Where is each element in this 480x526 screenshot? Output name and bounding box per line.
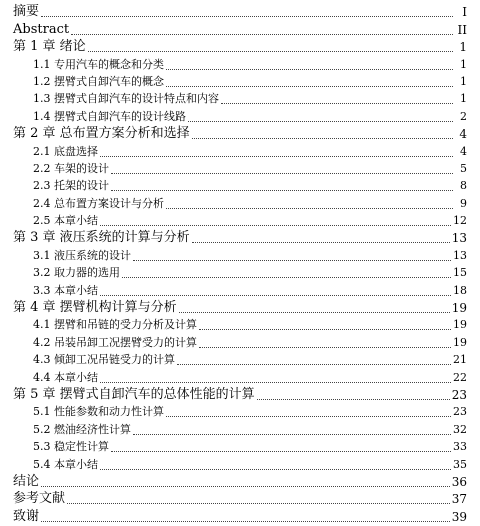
toc-section-entry[interactable] [13, 161, 467, 178]
dot-leader [166, 416, 451, 417]
toc-entry-title: 2.4 总布置方案设计与分析 [33, 196, 164, 210]
dot-leader [41, 521, 450, 522]
toc-entry-page-number: 15 [453, 266, 467, 280]
toc-entry-page-number: 1 [460, 92, 467, 106]
toc-chapter-entry[interactable] [13, 387, 467, 404]
dot-leader [41, 16, 453, 17]
toc-entry-page-number: 33 [453, 440, 467, 454]
toc-entry-page-number: 13 [453, 248, 467, 262]
dot-leader [192, 242, 450, 243]
toc-entry-title: 2.3 托架的设计 [33, 179, 109, 193]
dot-leader [166, 208, 453, 209]
toc-entry-page-number: 1 [459, 40, 467, 55]
toc-section-entry[interactable] [13, 108, 467, 125]
toc-entry-title: 第 4 章 摆臂机构计算与分析 [13, 300, 177, 316]
toc-section-entry[interactable] [13, 143, 467, 160]
toc-entry-page-number: 1 [460, 74, 467, 88]
toc-section-entry[interactable] [13, 213, 467, 230]
toc-entry-title: 5.2 燃油经济性计算 [33, 422, 131, 436]
toc-section-entry[interactable] [13, 456, 467, 473]
toc-chapter-entry[interactable] [13, 491, 467, 508]
toc-entry-page-number: 9 [460, 196, 467, 210]
dot-leader [133, 260, 451, 261]
toc-entry-page-number: 37 [451, 492, 467, 507]
toc-section-entry[interactable] [13, 56, 467, 73]
toc-entry-page-number: 35 [453, 457, 467, 471]
dot-leader [221, 103, 453, 104]
toc-chapter-entry[interactable] [13, 39, 467, 56]
dot-leader [100, 225, 451, 226]
dot-leader [179, 312, 450, 313]
toc-entry-page-number: 4 [460, 144, 467, 158]
dot-leader [100, 295, 451, 296]
dot-leader [199, 347, 451, 348]
toc-entry-page-number: 23 [451, 387, 467, 402]
toc-chapter-entry[interactable] [13, 474, 467, 491]
toc-entry-title: 1.2 摆臂式自卸汽车的概念 [33, 74, 164, 88]
toc-chapter-entry[interactable] [13, 21, 467, 38]
toc-section-entry[interactable] [13, 178, 467, 195]
dot-leader [199, 329, 451, 330]
toc-chapter-entry[interactable] [13, 300, 467, 317]
toc-entry-title: 第 1 章 绪论 [13, 39, 86, 55]
toc-entry-page-number: II [457, 22, 467, 37]
dot-leader [177, 364, 451, 365]
toc-section-entry[interactable] [13, 91, 467, 108]
dot-leader [111, 451, 451, 452]
toc-section-entry[interactable] [13, 352, 467, 369]
toc-chapter-entry[interactable] [13, 508, 467, 525]
dot-leader [111, 190, 453, 191]
toc-entry-title: 第 3 章 液压系统的计算与分析 [13, 230, 190, 246]
toc-entry-title: 5.1 性能参数和动力性计算 [33, 405, 164, 419]
toc-entry-page-number: 12 [453, 214, 467, 228]
toc-entry-title: 5.3 稳定性计算 [33, 440, 109, 454]
toc-entry-title: 3.1 液压系统的设计 [33, 248, 131, 262]
toc-entry-page-number: 39 [451, 509, 467, 524]
dot-leader [166, 86, 453, 87]
toc-entry-title: 第 5 章 摆臂式自卸汽车的总体性能的计算 [13, 386, 255, 402]
toc-section-entry[interactable] [13, 404, 467, 421]
dot-leader [100, 469, 451, 470]
toc-section-entry[interactable] [13, 369, 467, 386]
toc-entry-page-number: 8 [460, 179, 467, 193]
dot-leader [111, 173, 453, 174]
toc-entry-page-number: 19 [453, 318, 467, 332]
toc-chapter-entry[interactable] [13, 126, 467, 143]
toc-entry-title: 参考文献 [13, 491, 66, 507]
toc-entry-title: 结论 [13, 473, 40, 489]
toc-entry-title: 摘要 [13, 4, 40, 20]
toc-entry-page-number: 13 [451, 231, 467, 246]
dot-leader [100, 382, 451, 383]
toc-section-entry[interactable] [13, 74, 467, 91]
toc-entry-title: 1.4 摆臂式自卸汽车的设计线路 [33, 109, 186, 123]
toc-entry-page-number: 36 [451, 474, 467, 489]
toc-section-entry[interactable] [13, 247, 467, 264]
toc-chapter-entry[interactable] [13, 4, 467, 21]
toc-entry-title: 1.1 专用汽车的概念和分类 [33, 57, 164, 71]
dot-leader [257, 399, 450, 400]
toc-entry-title: 3.3 本章小结 [33, 283, 98, 297]
dot-leader [188, 121, 453, 122]
toc-entry-title: 1.3 摆臂式自卸汽车的设计特点和内容 [33, 92, 219, 106]
dot-leader [133, 434, 451, 435]
toc-section-entry[interactable] [13, 195, 467, 212]
toc-entry-title: Abstract [13, 21, 70, 37]
toc-entry-page-number: 19 [453, 335, 467, 349]
toc-entry-page-number: 21 [453, 353, 467, 367]
toc-entry-title: 2.5 本章小结 [33, 214, 98, 228]
toc-entry-page-number: 32 [453, 422, 467, 436]
toc-entry-page-number: 5 [460, 161, 467, 175]
toc-section-entry[interactable] [13, 317, 467, 334]
toc-entry-page-number: 18 [453, 283, 467, 297]
dot-leader [67, 503, 450, 504]
dot-leader [41, 486, 450, 487]
dot-leader [166, 69, 453, 70]
toc-section-entry[interactable] [13, 334, 467, 351]
toc-section-entry[interactable] [13, 282, 467, 299]
toc-entry-page-number: 23 [453, 405, 467, 419]
toc-entry-title: 4.2 吊装吊卸工况摆臂受力的计算 [33, 335, 197, 349]
toc-section-entry[interactable] [13, 439, 467, 456]
toc-entry-title: 第 2 章 总布置方案分析和选择 [13, 126, 190, 142]
toc-chapter-entry[interactable] [13, 230, 467, 247]
dot-leader [122, 277, 451, 278]
toc-entry-page-number: I [462, 5, 467, 20]
toc-section-entry[interactable] [13, 421, 467, 438]
toc-entry-title: 5.4 本章小结 [33, 457, 98, 471]
toc-section-entry[interactable] [13, 265, 467, 282]
toc-entry-page-number: 2 [460, 109, 467, 123]
toc-entry-title: 3.2 取力器的选用 [33, 266, 120, 280]
toc-entry-page-number: 22 [453, 370, 467, 384]
dot-leader [100, 156, 453, 157]
toc-entry-page-number: 1 [460, 57, 467, 71]
dot-leader [71, 34, 453, 35]
toc-entry-title: 2.1 底盘选择 [33, 144, 98, 158]
toc-entry-page-number: 19 [451, 301, 467, 316]
dot-leader [88, 51, 453, 52]
toc-entry-title: 4.4 本章小结 [33, 370, 98, 384]
toc-entry-title: 致谢 [13, 508, 40, 524]
toc-entry-page-number: 4 [459, 127, 467, 142]
toc-entry-title: 4.3 倾卸工况吊链受力的计算 [33, 353, 175, 367]
toc-entry-title: 4.1 摆臂和吊链的受力分析及计算 [33, 318, 197, 332]
toc-entry-title: 2.2 车架的设计 [33, 161, 109, 175]
dot-leader [192, 138, 453, 139]
